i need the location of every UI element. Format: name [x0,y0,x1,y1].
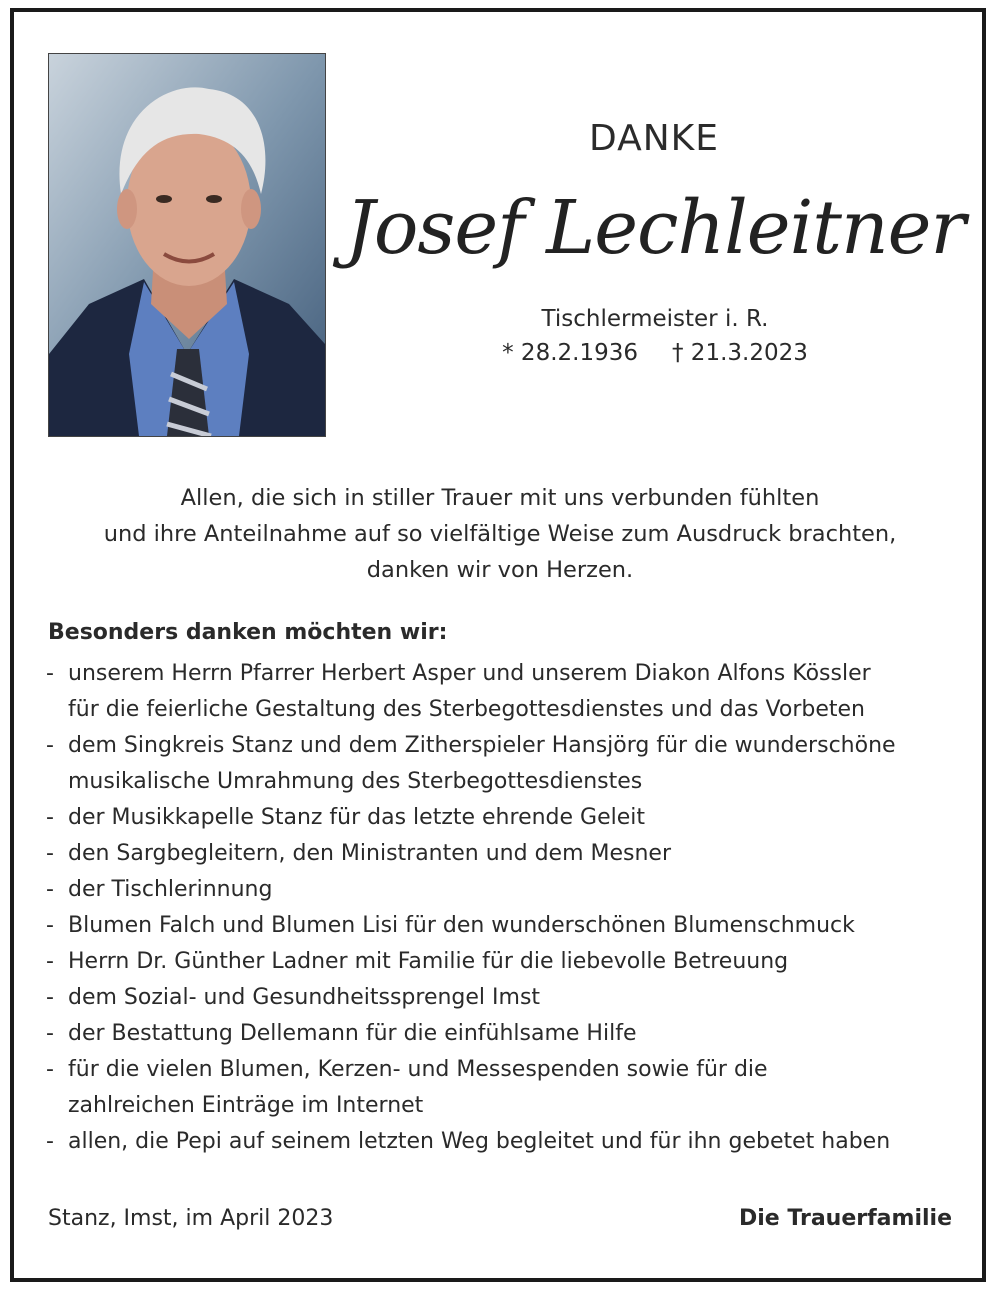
list-item [46,1016,966,1052]
list-item-text: dem Singkreis Stanz und dem Zitherspieler Hansjörg für die wunderschöne [68,733,896,758]
list-item-text: der Musikkapelle Stanz für das letzte ehrende Geleit [68,805,646,830]
list-bullet: - [46,985,54,1010]
signature: Die Trauerfamilie [739,1206,952,1231]
list-item-text: allen, die Pepi auf seinem letzten Weg begleitet und für ihn gebetet haben [68,1129,891,1154]
list-item-text: unserem Herrn Pfarrer Herbert Asper und unserem Diakon Alfons Kössler [68,661,871,686]
profession: Tischlermeister i. R. [541,306,769,332]
deceased-name: Josef Lechleitner [345,185,965,271]
list-item [46,836,966,872]
list-item-text: der Tischlerinnung [68,877,273,902]
place-date: Stanz, Imst, im April 2023 [48,1206,334,1231]
portrait-icon [49,54,325,436]
list-item-text: der Bestattung Dellemann für die einfühlsame Hilfe [68,1021,637,1046]
list-bullet: - [46,1021,54,1046]
list-item-text: Herrn Dr. Günther Ladner mit Familie für die liebevolle Betreuung [68,949,789,974]
page-title: DANKE [589,118,719,159]
list-bullet: - [46,913,54,938]
list-bullet: - [46,1057,54,1082]
life-dates [470,340,840,366]
intro-text [40,480,960,588]
list-item-text: für die vielen Blumen, Kerzen- und Messespenden sowie für die [68,1057,768,1082]
list-item-text: musikalische Umrahmung des Sterbegottesdienstes [68,769,643,794]
list-bullet: - [46,949,54,974]
portrait-photo [48,53,326,437]
intro-line: danken wir von Herzen. [366,557,634,583]
birth-date: * 28.2.1936 [502,340,638,366]
list-item [46,908,966,944]
list-bullet: - [46,841,54,866]
list-item [46,728,966,800]
list-item-text: für die feierliche Gestaltung des Sterbegottesdienstes und das Vorbeten [68,697,865,722]
list-bullet: - [46,877,54,902]
list-item-text: Blumen Falch und Blumen Lisi für den wunderschönen Blumenschmuck [68,913,855,938]
intro-line: Allen, die sich in stiller Trauer mit uns verbunden fühlten [180,485,820,511]
list-item [46,980,966,1016]
list-item-text: dem Sozial- und Gesundheitssprengel Imst [68,985,541,1010]
death-date: † 21.3.2023 [672,340,808,366]
list-bullet: - [46,805,54,830]
thanks-heading: Besonders danken möchten wir: [48,620,448,645]
list-item-text: zahlreichen Einträge im Internet [68,1093,424,1118]
thanks-list [46,656,966,1160]
list-item [46,800,966,836]
list-bullet: - [46,1129,54,1154]
intro-line: und ihre Anteilnahme auf so vielfältige Weise zum Ausdruck brachten, [103,521,897,547]
list-item [46,1052,966,1124]
list-item [46,872,966,908]
list-item [46,656,966,728]
list-item [46,1124,966,1160]
list-item-text: den Sargbegleitern, den Ministranten und dem Mesner [68,841,671,866]
list-item [46,944,966,980]
list-bullet: - [46,733,54,758]
list-bullet: - [46,661,54,686]
